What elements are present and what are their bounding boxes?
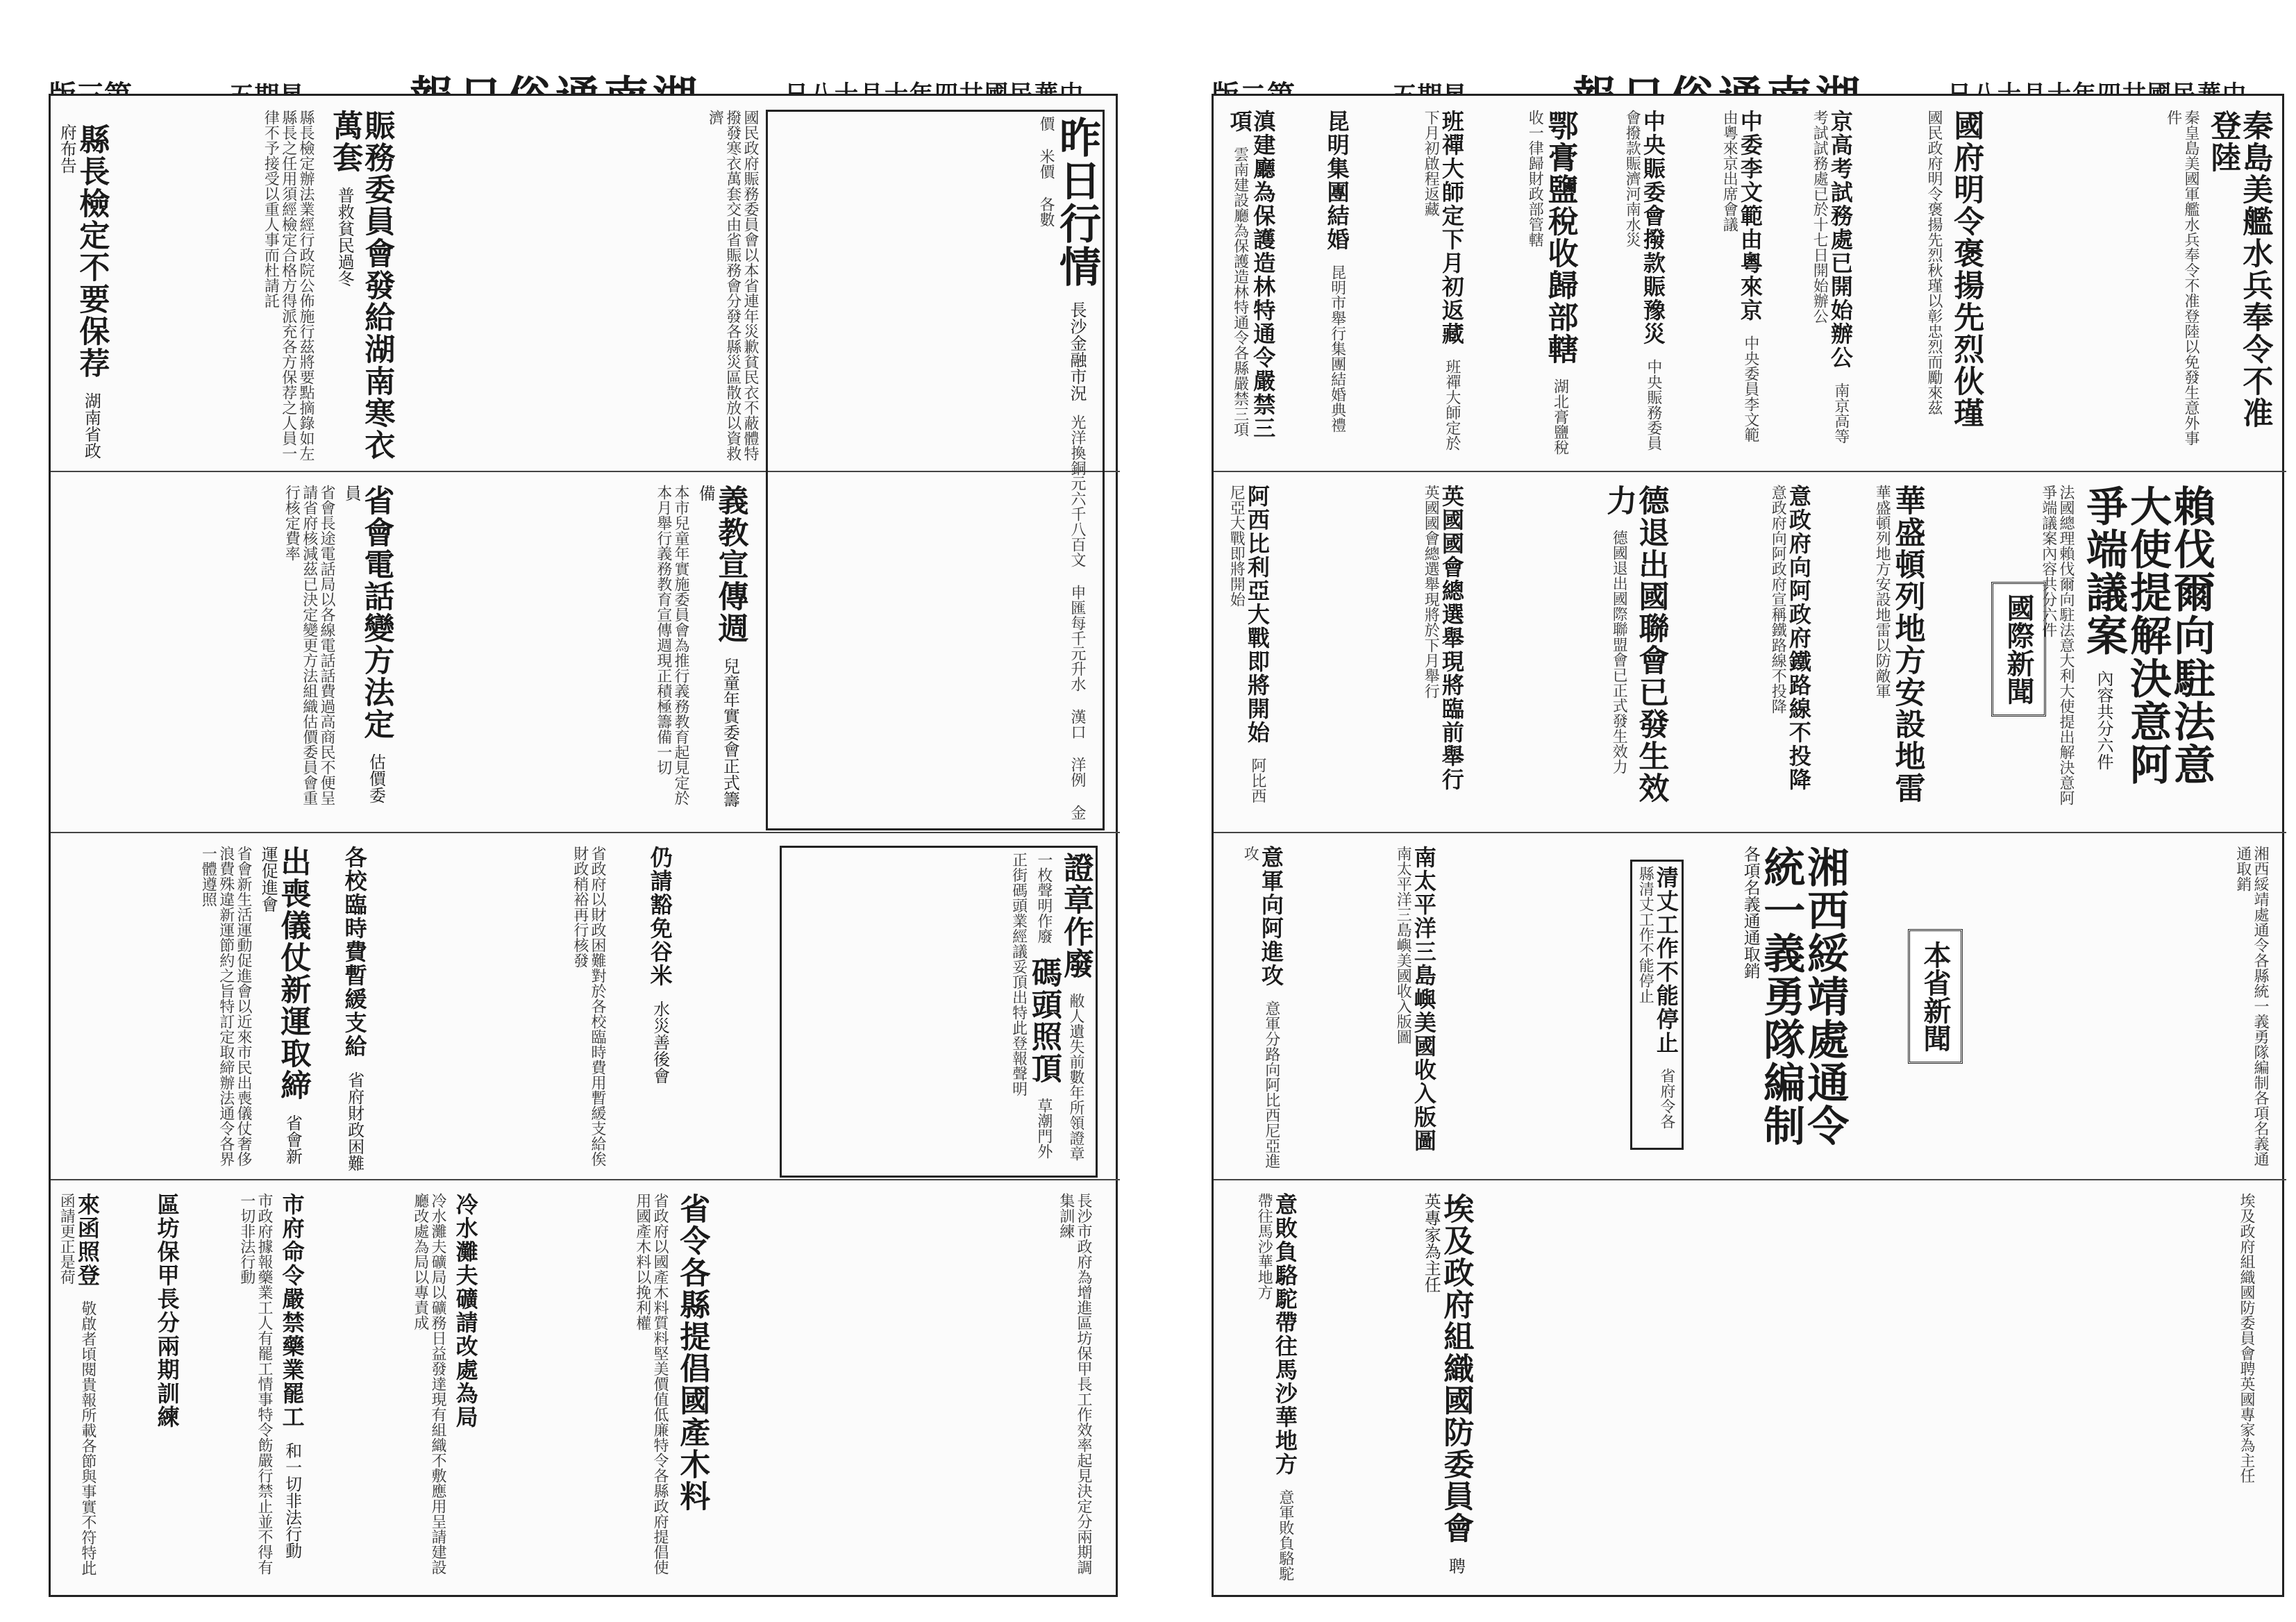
article-body: 意政府向阿政府宣稱鐵路線不投降 bbox=[1769, 485, 1787, 714]
article-body: 中央賑務委員會撥款賑濟河南水災 bbox=[1623, 110, 1662, 451]
article-r7 bbox=[1422, 110, 1463, 457]
notice-box bbox=[780, 846, 1098, 1178]
headline: 仍請豁免谷米 bbox=[646, 846, 673, 987]
article-body: 秦皇島美國軍艦水兵奉令不准登陸以免發生意外事件 bbox=[2164, 110, 2199, 446]
article-body: 英國國會總選舉現將於下月舉行 bbox=[1422, 485, 1440, 699]
headline: 義教宣傳週 bbox=[712, 485, 748, 644]
article-body: 國民政府明令褒揚先烈秋瑾以彰忠烈而勵來茲 bbox=[1925, 110, 1943, 415]
article-body: 意軍敗負駱駝帶往馬沙華地方 bbox=[1255, 1193, 1294, 1581]
article-r21 bbox=[1255, 1193, 1296, 1582]
article-l8 bbox=[674, 1193, 710, 1582]
headline: 英國國會總選舉現將臨前舉行 bbox=[1438, 485, 1465, 792]
article-body: 班禪大師定於下月初啟程返藏 bbox=[1422, 110, 1461, 451]
headline: 湘西綏靖處通令統一義勇隊編制 bbox=[1757, 846, 1850, 1147]
article-r13 bbox=[1601, 485, 1669, 818]
article-r3 bbox=[1811, 110, 1852, 457]
article-body: 南太平洋三島嶼美國收入版圖 bbox=[1394, 846, 1412, 1044]
article-body: 省府令各縣清丈工作不能停止 bbox=[1636, 866, 1675, 1129]
article-body: 市政府據報藥業工人有罷工情事特令飭嚴行禁止並不得有一切非法行動 bbox=[237, 1193, 273, 1575]
headline: 德退出國聯會已發生效力 bbox=[1601, 485, 1669, 804]
subheadline: 普救貧民過冬 bbox=[335, 187, 355, 287]
article-body: 湘西綏靖處通令各縣統一義勇隊編制各項名義通通取銷 bbox=[2234, 846, 2269, 1167]
headline: 證章作廢 bbox=[1058, 852, 1093, 980]
article-r5 bbox=[1623, 110, 1664, 457]
article-body: 中央委員李文範由粵來京出席會議 bbox=[1720, 110, 1759, 442]
headline: 賑務委員會發給湖南寒衣萬套 bbox=[327, 110, 395, 461]
headline: 秦島美艦水兵奉令不准登陸 bbox=[2205, 110, 2273, 429]
article-r20 bbox=[1421, 1193, 1474, 1582]
section-label-international: 國際新聞 bbox=[1991, 582, 2046, 717]
article-body: 省政府以國產木料質料堅美價值低廉特令各縣政府提倡使用國產木料以挽利權 bbox=[633, 1193, 669, 1575]
article-l1 bbox=[57, 124, 110, 464]
headline: 國府明令褒揚先烈伙瑾 bbox=[1948, 110, 1984, 429]
tier-rule bbox=[51, 832, 1120, 833]
subheadline: 湖南省政府布告 bbox=[57, 124, 101, 459]
article-body: 法國總理賴伐爾向駐法意大利大使提出解決意阿爭端議案內容共分六件 bbox=[2040, 485, 2075, 805]
article-r17 bbox=[1741, 846, 1850, 1172]
subheadline: 省府財政困難 bbox=[344, 1071, 364, 1171]
article-r1 bbox=[2205, 110, 2273, 457]
article-body: 雲南建設廳為保護造林特通令各縣嚴禁三項 bbox=[1231, 147, 1249, 437]
article-r4 bbox=[1720, 110, 1761, 457]
subheadline: 聘英專家為主任 bbox=[1421, 1193, 1466, 1574]
headline: 阿西比利亞大戰即將開始 bbox=[1243, 485, 1271, 744]
headline: 中央賑委會撥款賑豫災 bbox=[1639, 110, 1666, 346]
subheadline: 估價委員 bbox=[342, 485, 386, 803]
article-body: 意軍分路向阿比西尼亞進攻 bbox=[1241, 846, 1280, 1169]
article-r11 bbox=[1873, 485, 1925, 818]
headline: 賴伐爾向駐法意大使提解決意阿爭端議案 bbox=[2079, 485, 2215, 786]
headline: 意敗負駱駝帶往馬沙華地方 bbox=[1271, 1193, 1298, 1476]
headline: 班禪大師定下月初返藏 bbox=[1438, 110, 1465, 346]
headline: 各校臨時費暫緩支給 bbox=[341, 846, 368, 1058]
article-r12 bbox=[1769, 485, 1810, 818]
headline: 省會電話變方法定 bbox=[358, 485, 394, 740]
article-body: 敝人遺失前數年所領證章一枚聲明作廢 bbox=[1034, 852, 1084, 1161]
headline: 昆明集團結婚 bbox=[1323, 110, 1350, 251]
article-body: 草潮門外正街碼頭業經議妥頂出特此登報聲明 bbox=[1009, 852, 1053, 1159]
article-l5 bbox=[696, 485, 746, 818]
article-body: 昆明市舉行集團結婚典禮 bbox=[1328, 265, 1346, 433]
article-r10 bbox=[2081, 485, 2213, 818]
article-r16 bbox=[1394, 846, 1435, 1172]
tier-rule bbox=[1214, 832, 2286, 833]
right-newspaper-page bbox=[1212, 94, 2284, 1597]
tier-rule bbox=[51, 1179, 1120, 1180]
left-newspaper-page bbox=[49, 94, 1118, 1597]
article-l10 bbox=[280, 1193, 303, 1582]
headline: 埃及政府組織國防委員會 bbox=[1438, 1193, 1474, 1544]
article-r15 bbox=[1227, 485, 1271, 818]
headline: 意政府向阿政府鐵路線不投降 bbox=[1785, 485, 1812, 792]
headline: 市府命令嚴禁藥業罷工 bbox=[278, 1193, 305, 1429]
headline: 碼頭照頂 bbox=[1025, 957, 1062, 1085]
article-body: 光洋換銅元六千八百文 申匯每千元升水 漢口 洋例 金價 米價 各數 bbox=[1037, 116, 1086, 820]
headline: 京高考試務處已開始辦公 bbox=[1827, 110, 1854, 369]
subheadline: 水災善後會 bbox=[650, 1001, 670, 1084]
article-body: 本市兒童年實施委員會為推行義務教育起見定於本月舉行義務教育宣傳週現正積極籌備一切 bbox=[654, 485, 689, 805]
subheadline: 兒童年實委會正式籌備 bbox=[696, 485, 740, 808]
tier-rule bbox=[1214, 1179, 2286, 1180]
headline: 來函照登 bbox=[74, 1193, 101, 1287]
article-body: 湖北膏鹽稅收一律歸財政部管轄 bbox=[1526, 110, 1569, 455]
headline: 清丈工作不能停止 bbox=[1652, 866, 1679, 1055]
section-label-local: 本省新聞 bbox=[1908, 929, 1963, 1064]
article-l12 bbox=[58, 1193, 99, 1582]
article-r9 bbox=[1226, 110, 1277, 457]
subheadline: 內容共分六件 bbox=[2094, 670, 2113, 770]
headline: 出喪儀仗新運取締 bbox=[275, 846, 311, 1101]
market-box bbox=[766, 110, 1105, 830]
article-body: 省會長途電話局以各線電話話費過高商民不便呈請省府核減茲已決定變更方法組織估價委員會重行核定費率 bbox=[283, 485, 335, 805]
subheadline: 和一切非法行動 bbox=[282, 1442, 302, 1559]
headline: 南太平洋三島嶼美國收入版圖 bbox=[1410, 846, 1437, 1153]
article-body: 長沙市政府為增進區坊保甲長工作效率起見決定分兩期調集訓練 bbox=[1057, 1193, 1092, 1575]
subheadline: 各項名義通通取銷 bbox=[1741, 846, 1761, 979]
article-body: 南京高等考試試務處已於十七日開始辦公 bbox=[1811, 110, 1850, 444]
article-body: 阿比西尼亞大戰即將開始 bbox=[1227, 485, 1266, 803]
headline: 鄂膏鹽稅收歸部轄 bbox=[1542, 110, 1578, 365]
headline: 冷水灘夫礦請改處為局 bbox=[452, 1193, 479, 1429]
headline: 意軍向阿進攻 bbox=[1257, 846, 1284, 987]
article-body: 敬啟者頃閱貴報所載各節與事實不符特此函請更正是荷 bbox=[58, 1193, 97, 1575]
article-l4 bbox=[258, 846, 311, 1172]
article-body: 德國退出國際聯盟會已正式發生效力 bbox=[1610, 530, 1628, 774]
headline: 昨日行情 bbox=[1053, 116, 1101, 288]
headline: 華盛頓列地方安設地雷 bbox=[1889, 485, 1925, 804]
article-l11 bbox=[153, 1193, 181, 1582]
article-body: 埃及政府組織國防委員會聘英國專家為主任 bbox=[2238, 1193, 2255, 1483]
subheadline: 省會新運促進會 bbox=[258, 846, 303, 1164]
headline: 區坊保甲長分兩期訓練 bbox=[153, 1193, 181, 1429]
article-l3 bbox=[342, 485, 392, 818]
article-l2 bbox=[327, 110, 395, 464]
article-body: 省會新生活運動促進會以近來市民出喪儀仗奢侈浪費殊違新運節約之旨特訂定取締辦法通令各界一體遵照 bbox=[199, 846, 252, 1167]
article-r18 bbox=[1630, 860, 1684, 1150]
headline: 滇建廳為保護造林特通令嚴禁三項 bbox=[1226, 110, 1277, 440]
article-r14 bbox=[1422, 485, 1463, 818]
subheadline: 長沙金融市況 bbox=[1067, 301, 1087, 401]
article-body: 國民政府賑務委員會以本省連年災歉貧民衣不蔽體特撥發寒衣萬套交由省賑務會分發各縣災區散放以資救濟 bbox=[706, 110, 759, 461]
headline: 省令各縣提倡國產木料 bbox=[674, 1193, 710, 1512]
article-l9 bbox=[453, 1193, 477, 1582]
tier-rule bbox=[1214, 471, 2286, 472]
article-body: 冷水灘夫礦局以礦務日益發達現有組織不敷應用呈請建設廳改處為局以專責成 bbox=[411, 1193, 446, 1575]
article-l6 bbox=[342, 846, 366, 1172]
article-r6 bbox=[1526, 110, 1578, 457]
headline: 中委李文範由粵來京 bbox=[1736, 110, 1763, 322]
article-r19 bbox=[1241, 846, 1282, 1172]
article-l7 bbox=[648, 846, 671, 1172]
headline: 縣長檢定不要保荐 bbox=[74, 124, 110, 379]
article-body: 省政府以財政困難對於各校臨時費用暫緩支給俟財政稍裕再行核發 bbox=[571, 846, 606, 1167]
article-r2 bbox=[1948, 110, 1984, 457]
article-body: 華盛頓列地方安設地雷以防敵軍 bbox=[1873, 485, 1891, 699]
article-body: 縣長檢定辦法業經行政院公佈施行茲將要點摘錄如左縣長之任用須經檢定合格方得派充各方保荐之人員一律不予接受以重人事而杜請託 bbox=[262, 110, 315, 461]
article-r8 bbox=[1325, 110, 1348, 457]
